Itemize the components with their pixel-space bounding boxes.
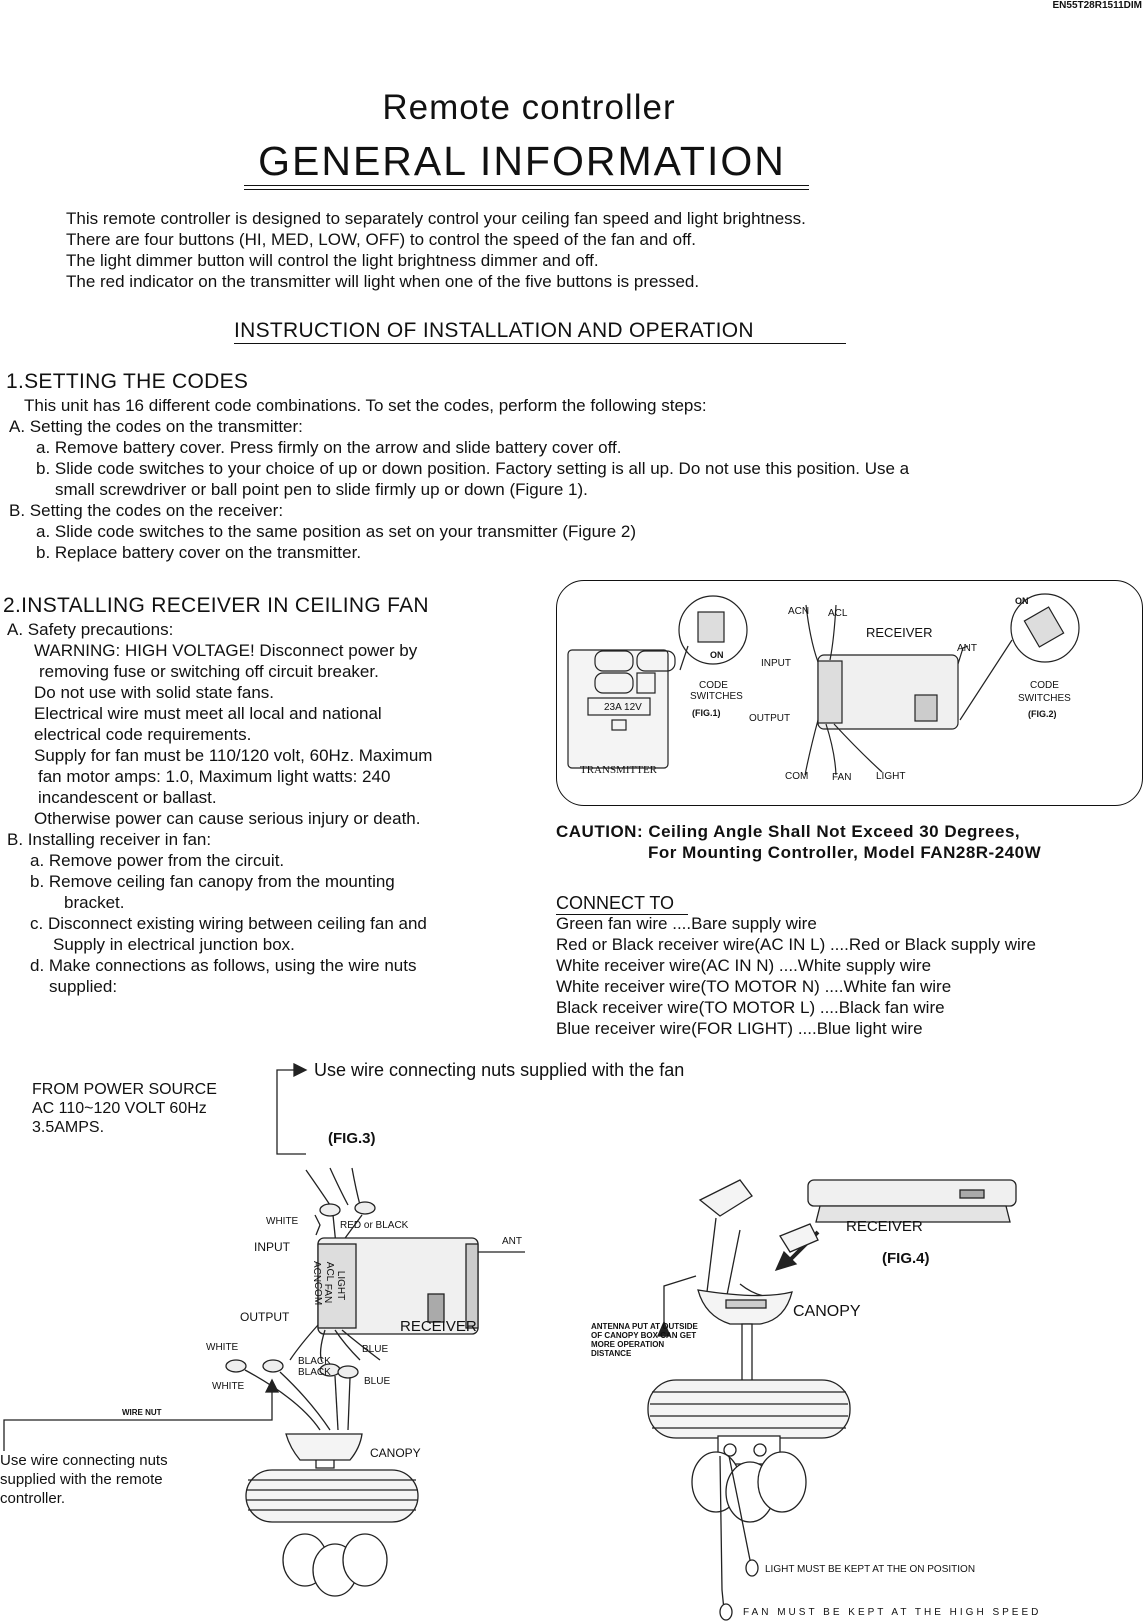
- wire-nut-label: WIRE NUT: [122, 1408, 162, 1417]
- section2-line: Supply in electrical junction box.: [53, 935, 295, 954]
- section2-line: Electrical wire must meet all local and national: [34, 704, 382, 723]
- fig3-bottom-note: controller.: [0, 1490, 66, 1507]
- receiver-label-fig4: RECEIVER: [846, 1218, 923, 1235]
- fig3-label: (FIG.3): [328, 1130, 376, 1147]
- section2-title: 2.INSTALLING RECEIVER IN CEILING FAN: [3, 594, 429, 617]
- code-label-fig1: CODE: [699, 680, 728, 691]
- section2-line: supplied:: [49, 977, 118, 996]
- transmitter-label: TRANSMITTER: [580, 764, 657, 776]
- white-label: WHITE: [266, 1216, 299, 1227]
- section2-line: removing fuse or switching off circuit breaker.: [39, 662, 379, 681]
- blue-label-b: BLUE: [364, 1376, 391, 1387]
- fig2-label: (FIG.2): [1028, 709, 1057, 719]
- red-or-black-label: RED or BLACK: [340, 1220, 409, 1231]
- connect-line: Red or Black receiver wire(AC IN L) ....Red or Black supply wire: [556, 935, 1036, 954]
- com-label-fig2: COM: [785, 771, 809, 782]
- section2-line: bracket.: [64, 893, 125, 912]
- acl-label-fig3: ACL: [324, 1261, 336, 1282]
- power-source-line: 3.5AMPS.: [32, 1119, 105, 1136]
- intro-line: This remote controller is designed to separately control your ceiling fan speed and light brightness.: [66, 209, 806, 228]
- canopy-label-fig4: CANOPY: [793, 1303, 861, 1320]
- section2-line: c. Disconnect existing wiring between ceiling fan and: [30, 914, 427, 933]
- instruction-title: INSTRUCTION OF INSTALLATION AND OPERATION: [234, 319, 754, 342]
- section2-line: electrical code requirements.: [34, 725, 252, 744]
- section1-title: 1.SETTING THE CODES: [6, 370, 249, 393]
- section1-line: B. Setting the codes on the receiver:: [9, 501, 284, 520]
- antenna-note-line: ANTENNA PUT AT OUTSIDE: [591, 1322, 698, 1331]
- switches-label-fig1: SWITCHES: [690, 691, 743, 702]
- section-heading: GENERAL INFORMATION: [258, 138, 786, 184]
- power-source-line: AC 110~120 VOLT 60Hz: [32, 1100, 207, 1117]
- ant-label-fig3: ANT: [502, 1236, 522, 1247]
- section2-line: b. Remove ceiling fan canopy from the mounting: [30, 872, 395, 891]
- antenna-note-line: MORE OPERATION: [591, 1340, 665, 1349]
- section1-line: a. Remove battery cover. Press firmly on the arrow and slide battery cover off.: [36, 438, 622, 457]
- acl-label: ACL: [828, 608, 848, 619]
- connect-line: White receiver wire(TO MOTOR N) ....White fan wire: [556, 977, 952, 996]
- caution-line1: CAUTION: Ceiling Angle Shall Not Exceed 30 Degrees,: [556, 822, 1021, 841]
- section2-line: incandescent or ballast.: [38, 788, 217, 807]
- section2-line: a. Remove power from the circuit.: [30, 851, 285, 870]
- canopy-label-fig3: CANOPY: [370, 1446, 421, 1460]
- section2-line: Do not use with solid state fans.: [34, 683, 275, 702]
- white-label-a: WHITE: [206, 1342, 239, 1353]
- fig3-bottom-note: supplied with the remote: [0, 1471, 163, 1488]
- power-source-line: FROM POWER SOURCE: [32, 1081, 217, 1098]
- code-label-fig2: CODE: [1030, 680, 1059, 691]
- document-code: EN55T28R1511DIM: [1052, 0, 1142, 11]
- connect-line: White receiver wire(AC IN N) ....White supply wire: [556, 956, 932, 975]
- fig4-label: (FIG.4): [882, 1250, 930, 1267]
- fig3-bottom-note: Use wire connecting nuts: [0, 1452, 168, 1469]
- connect-line: Black receiver wire(TO MOTOR L) ....Black fan wire: [556, 998, 945, 1017]
- section2-line: B. Installing receiver in fan:: [7, 830, 212, 849]
- fan-label-fig3: FAN: [322, 1283, 334, 1304]
- intro-line: The red indicator on the transmitter will light when one of the five buttons is pressed.: [66, 272, 700, 291]
- caution-line2: For Mounting Controller, Model FAN28R-240W: [648, 843, 1042, 862]
- fig3-top-note: Use wire connecting nuts supplied with the fan: [314, 1060, 685, 1080]
- section1-line: b. Slide code switches to your choice of up or down position. Factory setting is all up. Do not use this position. Use a: [36, 459, 910, 478]
- acn-label-fig3: ACN: [311, 1260, 323, 1283]
- section1-line: A. Setting the codes on the transmitter:: [9, 417, 303, 436]
- section2-line: fan motor amps: 1.0, Maximum light watts: 240: [38, 767, 391, 786]
- receiver-label-fig2: RECEIVER: [866, 625, 933, 640]
- section1-line: This unit has 16 different code combinations. To set the codes, perform the following steps:: [24, 396, 707, 415]
- fig1-label: (FIG.1): [692, 708, 721, 718]
- white-label-b: WHITE: [212, 1381, 245, 1392]
- section1-line: a. Slide code switches to the same position as set on your transmitter (Figure 2): [36, 522, 636, 541]
- section2-line: A. Safety precautions:: [7, 620, 174, 639]
- intro-line: The light dimmer button will control the light brightness dimmer and off.: [66, 251, 599, 270]
- section2-line: WARNING: HIGH VOLTAGE! Disconnect power by: [34, 641, 418, 660]
- intro-line: There are four buttons (HI, MED, LOW, OFF) to control the speed of the fan and off.: [66, 230, 696, 249]
- section1-line: small screwdriver or ball point pen to slide firmly up or down (Figure 1).: [55, 480, 588, 499]
- output-label-fig2: OUTPUT: [749, 713, 791, 724]
- black-label-b: BLACK: [298, 1367, 331, 1378]
- antenna-note-line: DISTANCE: [591, 1349, 632, 1358]
- fan-label-fig2: FAN: [832, 772, 852, 783]
- antenna-note-line: OF CANOPY BOX CAN GET: [591, 1331, 697, 1340]
- section2-line: Otherwise power can cause serious injury or death.: [34, 809, 421, 828]
- section2-line: Supply for fan must be 110/120 volt, 60Hz. Maximum: [34, 746, 433, 765]
- section2-line: d. Make connections as follows, using the wire nuts: [30, 956, 417, 975]
- page-title: Remote controller: [382, 88, 676, 127]
- connect-line: Blue receiver wire(FOR LIGHT) ....Blue light wire: [556, 1019, 923, 1038]
- on-label-fig1: ON: [710, 650, 724, 660]
- output-label-fig3: OUTPUT: [240, 1310, 290, 1324]
- battery-label: 23A 12V: [604, 702, 642, 713]
- blue-label-a: BLUE: [362, 1344, 389, 1355]
- black-label-a: BLACK: [298, 1356, 331, 1367]
- connect-title: CONNECT TO: [556, 893, 688, 915]
- light-label-fig2: LIGHT: [876, 771, 906, 782]
- fan-speed-note: FAN MUST BE KEPT AT THE HIGH SPEED: [743, 1607, 1042, 1618]
- connect-line: Green fan wire ....Bare supply wire: [556, 914, 817, 933]
- input-label-fig3: INPUT: [254, 1240, 290, 1254]
- on-label-fig2: ON: [1015, 596, 1029, 606]
- input-label-fig2: INPUT: [761, 658, 791, 669]
- receiver-label-fig3: RECEIVER: [400, 1318, 477, 1335]
- light-position-note: LIGHT MUST BE KEPT AT THE ON POSITION: [765, 1564, 976, 1575]
- acn-label: ACN: [788, 606, 810, 617]
- section1-line: b. Replace battery cover on the transmitter.: [36, 543, 362, 562]
- switches-label-fig2: SWITCHES: [1018, 693, 1071, 704]
- ant-label-fig2: ANT: [957, 643, 977, 654]
- light-label-fig3: LIGHT: [335, 1270, 347, 1301]
- com-label-fig3: COM: [312, 1281, 324, 1306]
